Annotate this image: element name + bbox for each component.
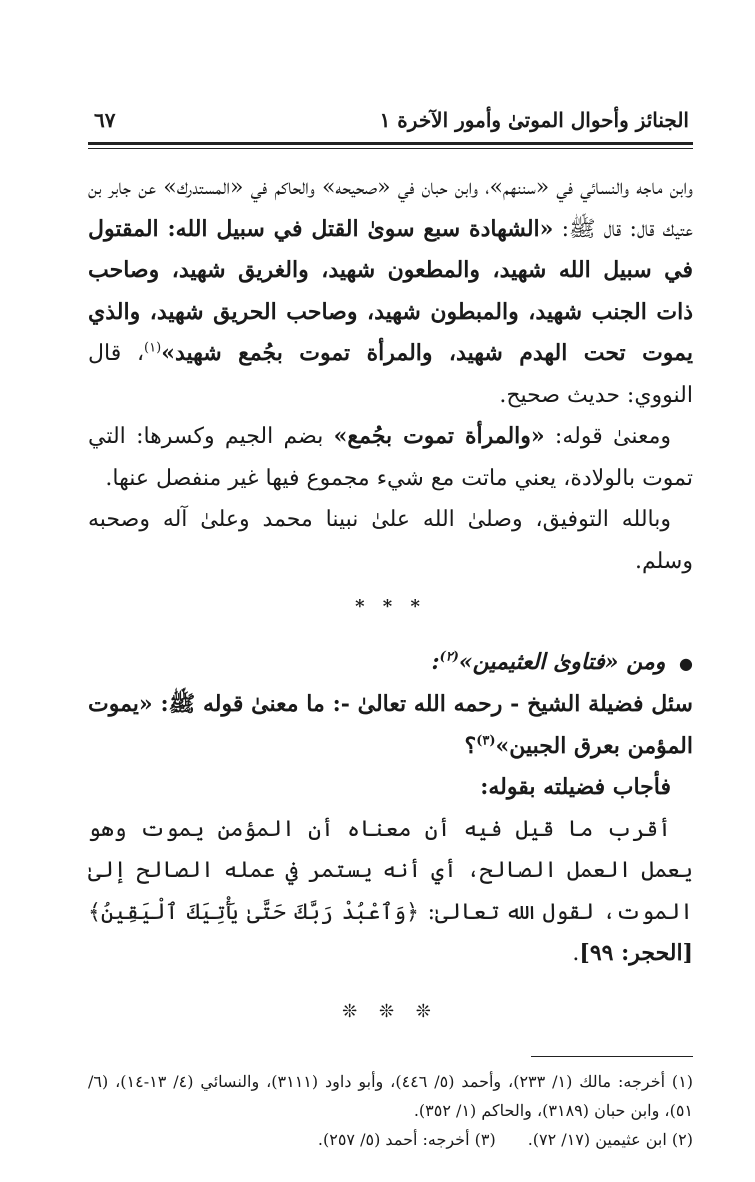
answer-text: أقرب ما قيل فيه أن معناه أن المؤمن يموت وهو يعمل العمل الصالح، أي أنه يستمر في عمله الصالح إلىٰ الموت، لقول الله تعالىٰ: ﴿وَٱعْبُدْ رَبَّكَ حَتَّىٰ يَأْتِيَكَ ٱلْيَقِينُ﴾ [الحجر: ٩٩]. — [88, 816, 693, 966]
section-separator-stars: * * * — [355, 596, 426, 617]
section-heading: ● ومن «فتاوىٰ العثيمين»$^{(٢)}$: — [431, 648, 693, 675]
footnote-2: (٢) ابن عثيمين (١٧/ ٧٢). — [527, 1130, 693, 1149]
bullet-icon: ● — [679, 653, 693, 673]
end-ornament: ❊ ❊ ❊ — [342, 1000, 439, 1022]
quran-verse: ﴿وَٱعْبُدْ رَبَّكَ حَتَّىٰ يَأْتِيَكَ ٱلْيَقِينُ﴾ — [88, 899, 420, 925]
question-text: سئل فضيلة الشيخ - رحمه الله تعالىٰ -: ما معنىٰ قوله ﷺ: «يموت المؤمن بعرق الجبين»$^{(٣)}$؟ — [88, 691, 693, 759]
answer-intro: فأجاب فضيلته بقوله: — [480, 774, 671, 800]
footnote-ref-3[interactable]: (٣) — [476, 733, 496, 749]
paragraph-closing: وبالله التوفيق، وصلىٰ الله علىٰ نبينا محمد وعلىٰ آله وصحبه وسلم. — [88, 507, 693, 574]
footnote-ref-1[interactable]: (١) — [144, 340, 162, 356]
running-title: الجنائز وأحوال الموتىٰ وأمور الآخرة ١ — [379, 108, 689, 132]
header-rule-thin — [88, 148, 693, 149]
quran-reference: [الحجر: ٩٩] — [579, 940, 693, 966]
footnotes — [88, 1067, 693, 1154]
footnote-divider — [531, 1056, 693, 1057]
footnote-ref-2[interactable]: (٢) — [439, 649, 459, 665]
paragraph-meaning: ومعنىٰ قوله: «والمرأة تموت بجُمع» بضم الجيم وكسرها: التي تموت بالولادة، يعني ماتت مع شيء مجموع فيها غير منفصل عنها. — [88, 423, 693, 491]
footnote-1: (١) أخرجه: مالك (١/ ٢٣٣)، وأحمد (٥/ ٤٤٦)، وأبو داود (٣١١١)، والنسائي (٤/ ١٣-١٤)، (٦/ ٥١)، وابن حبان (٣١٨٩)، والحاكم (١/ ٣٥٢). — [88, 1072, 694, 1120]
running-header — [88, 108, 693, 140]
quoted-phrase: «والمرأة تموت بجُمع» — [333, 423, 545, 449]
footnote-row — [88, 1125, 693, 1154]
main-text — [88, 167, 693, 1032]
paragraph-hadith: وابن ماجه والنسائي في «سننهم»، وابن حبان في «صحيحه» والحاكم في «المستدرك» عن جابر بن عتيك قال: قال ﷺ: «الشهادة سبع سوىٰ القتل في سبيل الله: المقتول في سبيل الله شهيد، والمطعون شهيد، والغريق شهيد، وصاحب ذات الجنب شهيد، والمبطون شهيد، وصاحب الحريق شهيد، والذي يموت تحت الهدم شهيد، والمرأة تموت بجُمع شهيد»$^{(١)}$، قال النووي: حديث صحيح. — [88, 175, 693, 408]
hadith-text: «الشهادة سبع سوىٰ القتل في سبيل الله: المقتول في سبيل الله شهيد، والمطعون شهيد، والغريق شهيد، وصاحب ذات الجنب شهيد، والمبطون شهيد، وصاحب الحريق شهيد، والذي يموت تحت الهدم شهيد، والمرأة تموت بجُمع شهيد» — [88, 215, 693, 366]
footnote-3: (٣) أخرجه: أحمد (٥/ ٢٥٧). — [317, 1130, 496, 1149]
header-rule-thick — [88, 142, 693, 145]
page-number: ٦٧ — [94, 108, 116, 132]
